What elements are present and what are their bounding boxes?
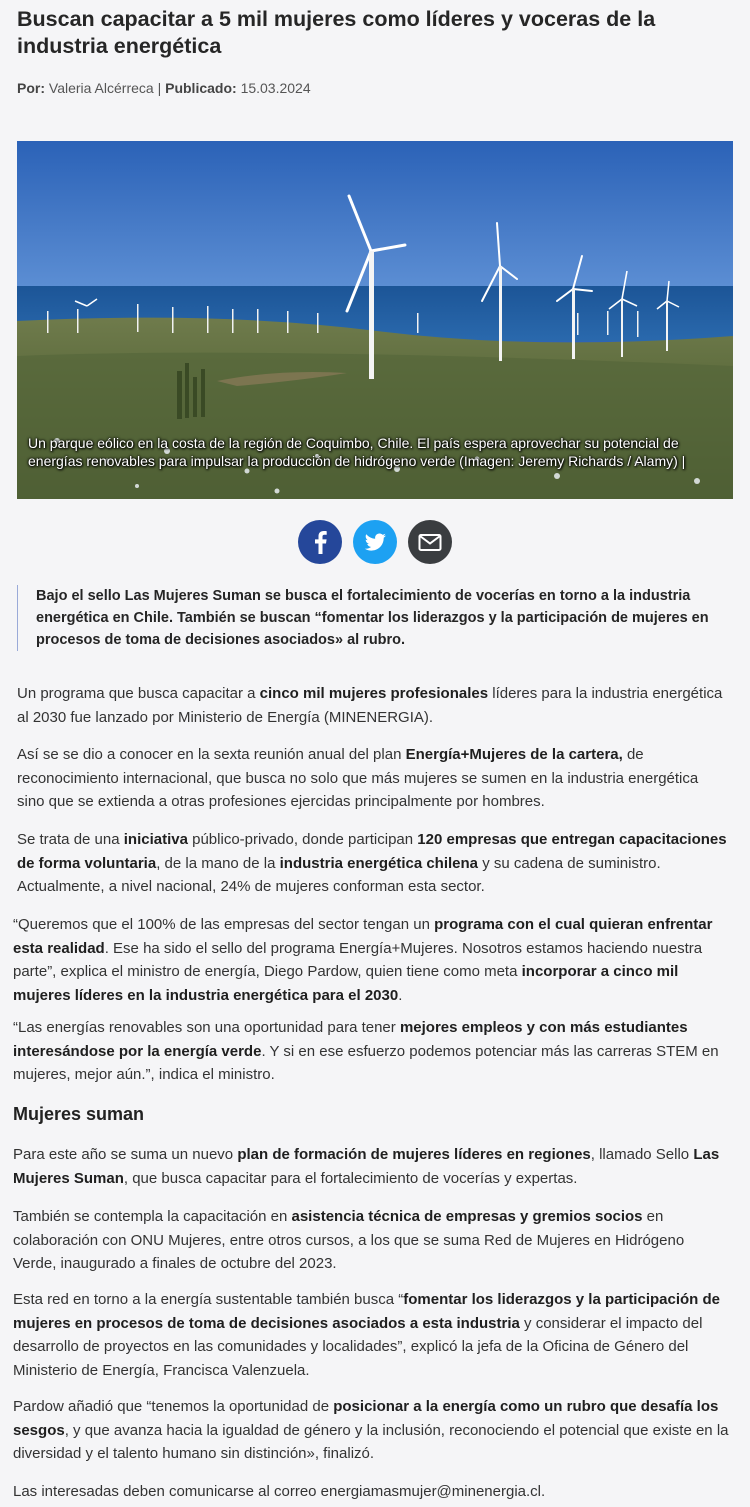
lead-text: Bajo el sello Las Mujeres Suman se busca el fortalecimiento de vocerías en torno a la industria energética en Chile. También se buscan “fomentar los liderazgos y la participación de mujeres en procesos de toma de decisiones asociados» al rubro. — [36, 588, 709, 648]
article-title: Buscan capacitar a 5 mil mujeres como líderes y voceras de la industria energética — [17, 7, 656, 58]
paragraph-10: Las interesadas deben comunicarse al correo energiamasmujer@minenergia.cl. — [13, 1483, 546, 1500]
published-label: Publicado: — [165, 80, 237, 96]
published-date: 15.03.2024 — [240, 80, 311, 96]
paragraph-7: También se contempla la capacitación en asistencia técnica de empresas y gremios socios en colaboración con ONU Mujeres, entre otros cursos, a los que se suma Red de Mujeres en Hidrógeno Verde, inaugurado a finales de octubre del 2023. — [13, 1208, 685, 1272]
author-name[interactable]: Valeria Alcérreca — [48, 80, 154, 96]
facebook-icon — [298, 520, 342, 564]
twitter-icon — [353, 520, 397, 564]
byline-separator: | — [157, 80, 162, 96]
image-caption: Un parque eólico en la costa de la región de Coquimbo, Chile. El país espera aprovechar su potencial de energías renovables para impulsar la producción de hidrógeno verde (Imagen: Jeremy Richards / Alamy) | — [28, 435, 686, 469]
article-lead — [17, 585, 730, 651]
email-share-button[interactable] — [408, 520, 452, 564]
paragraph-4: “Queremos que el 100% de las empresas del sector tengan un programa con el cual quieran enfrentar esta realidad. Ese ha sido el sello del programa Energía+Mujeres. Nosotros estamos haciendo nuestra parte”, explica el ministro de energía, Diego Pardow, quien tiene como meta incorporar a cinco mil mujeres líderes en la industria energética para el 2030. — [13, 916, 713, 1004]
paragraph-9: Pardow añadió que “tenemos la oportunidad de posicionar a la energía como un rubro que desafía los sesgos, y que avanza hacia la igualdad de género y la inclusión, reconociendo el potencial que existe en la diversidad y el talento humano sin distinción», finalizó. — [13, 1398, 729, 1462]
facebook-share-button[interactable] — [298, 520, 342, 564]
email-icon — [408, 520, 452, 564]
paragraph-5: “Las energías renovables son una oportunidad para tener mejores empleos y con más estudiantes interesándose por la energía verde. Y si en ese esfuerzo podemos potenciar más las carreras STEM en mujeres, mejor aún.”, indica el ministro. — [13, 1019, 719, 1083]
paragraph-3: Se trata de una iniciativa público-privado, donde participan 120 empresas que entregan capacitaciones de forma voluntaria, de la mano de la industria energética chilena y su cadena de suministro. Actualmente, a nivel nacional, 24% de mujeres conforman esta sector. — [17, 831, 727, 895]
paragraph-1: Un programa que busca capacitar a cinco mil mujeres profesionales líderes para la industria energética al 2030 fue lanzado por Ministerio de Energía (MINENERGIA). — [17, 685, 723, 726]
paragraph-6: Para este año se suma un nuevo plan de formación de mujeres líderes en regiones, llamado Sello Las Mujeres Suman, que busca capacitar para el fortalecimiento de vocerías y expertas. — [13, 1146, 720, 1187]
author-label: Por: — [17, 80, 45, 96]
twitter-share-button[interactable] — [353, 520, 397, 564]
section-heading: Mujeres suman — [13, 1104, 145, 1124]
byline — [17, 80, 311, 96]
paragraph-2: Así se se dio a conocer en la sexta reunión anual del plan Energía+Mujeres de la cartera, de reconocimiento internacional, que busca no solo que más mujeres se sumen en la industria energética sino que se extienda a otras profesiones ejercidas principalmente por hombres. — [17, 746, 699, 810]
share-bar — [298, 520, 458, 566]
paragraph-8: Esta red en torno a la energía sustentable también busca “fomentar los liderazgos y la participación de mujeres en procesos de toma de decisiones asociados a esta industria y considerar el impacto del desarrollo de proyectos en las comunidades y localidades”, explicó la jefa de la Oficina de Género del Ministerio de Energía, Francisca Valenzuela. — [13, 1291, 721, 1379]
hero-image — [17, 141, 733, 499]
